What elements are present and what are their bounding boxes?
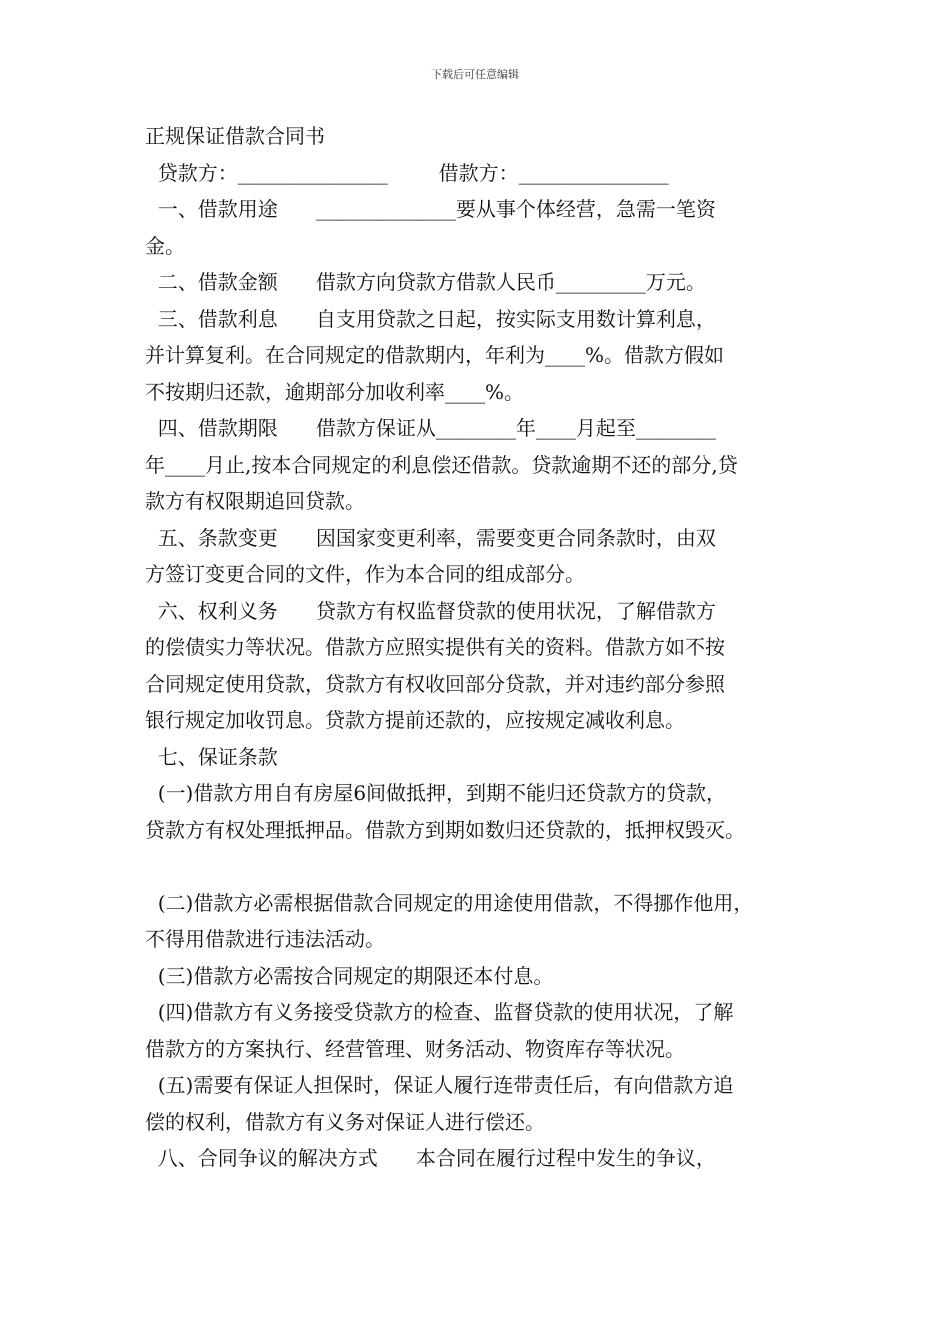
text-line: 六、权利义务 贷款方有权监督贷款的使用状况，了解借款方 (145, 598, 716, 623)
text-line: 八、合同争议的解决方式 本合同在履行过程中发生的争议， (145, 1146, 716, 1170)
text-line: 一、借款用途 ______________要从事个体经营，急需一笔资 (145, 197, 716, 221)
text-line: 借款方的方案执行、经营管理、财务活动、物资库存等状况。 (145, 1036, 685, 1061)
section-heading: 七、保证条款 (145, 744, 278, 769)
text-line: 银行规定加收罚息。贷款方提前还款的，应按规定减收利息。 (145, 708, 685, 732)
text-line: 三、借款利息 自支用贷款之日起，按实际支用数计算利息， (145, 306, 716, 331)
text-line: 不得用借款进行违法活动。 (145, 927, 385, 951)
text-line: 四、借款期限 借款方保证从________年____月起至________ (145, 416, 716, 440)
text-line: 的偿债实力等状况。借款方应照实提供有关的资料。借款方如不按 (145, 635, 725, 659)
text-line: (三)借款方必需按合同规定的期限还本付息。 (145, 963, 554, 988)
text-line: 五、条款变更 因国家变更利率，需要变更合同条款时，由双 (145, 525, 716, 550)
doc-title: 正规保证借款合同书 (145, 124, 325, 148)
text-line: 款方有权限期追回贷款。 (145, 489, 365, 513)
text-line: 偿的权利，借款方有义务对保证人进行偿还。 (145, 1109, 545, 1134)
text-line: 二、借款金额 借款方向贷款方借款人民币_________万元。 (145, 270, 706, 294)
text-line: 金。 (145, 233, 185, 258)
text-line: (四)借款方有义务接受贷款方的检查、监督贷款的使用状况，了解 (145, 1000, 734, 1024)
contract-body (145, 118, 825, 1177)
text-line: 年____月止,按本合同规定的利息偿还借款。贷款逾期不还的部分,贷 (145, 452, 738, 477)
blank-line (145, 848, 825, 885)
text-line: 合同规定使用贷款，贷款方有权收回部分贷款，并对违约部分参照 (145, 671, 725, 696)
text-line: (二)借款方必需根据借款合同规定的用途使用借款，不得挪作他用， (145, 890, 754, 915)
text-line: 贷款方有权处理抵押品。借款方到期如数归还贷款的，抵押权毁灭。 (145, 817, 745, 842)
text-line: (五)需要有保证人担保时，保证人履行连带责任后，有向借款方追 (145, 1073, 734, 1097)
text-line: (一)借款方用自有房屋6间做抵押，到期不能归还贷款方的贷款， (145, 781, 727, 805)
text-line: 并计算复利。在合同规定的借款期内，年利为____%。借款方假如 (145, 343, 725, 367)
parties-line: 贷款方：_______________ 借款方：_______________ (145, 160, 669, 185)
page-header: 下载后可任意编辑 (431, 68, 519, 81)
text-line: 不按期归还款，逾期部分加收利率____%。 (145, 379, 525, 404)
text-line: 方签订变更合同的文件，作为本合同的组成部分。 (145, 562, 585, 586)
